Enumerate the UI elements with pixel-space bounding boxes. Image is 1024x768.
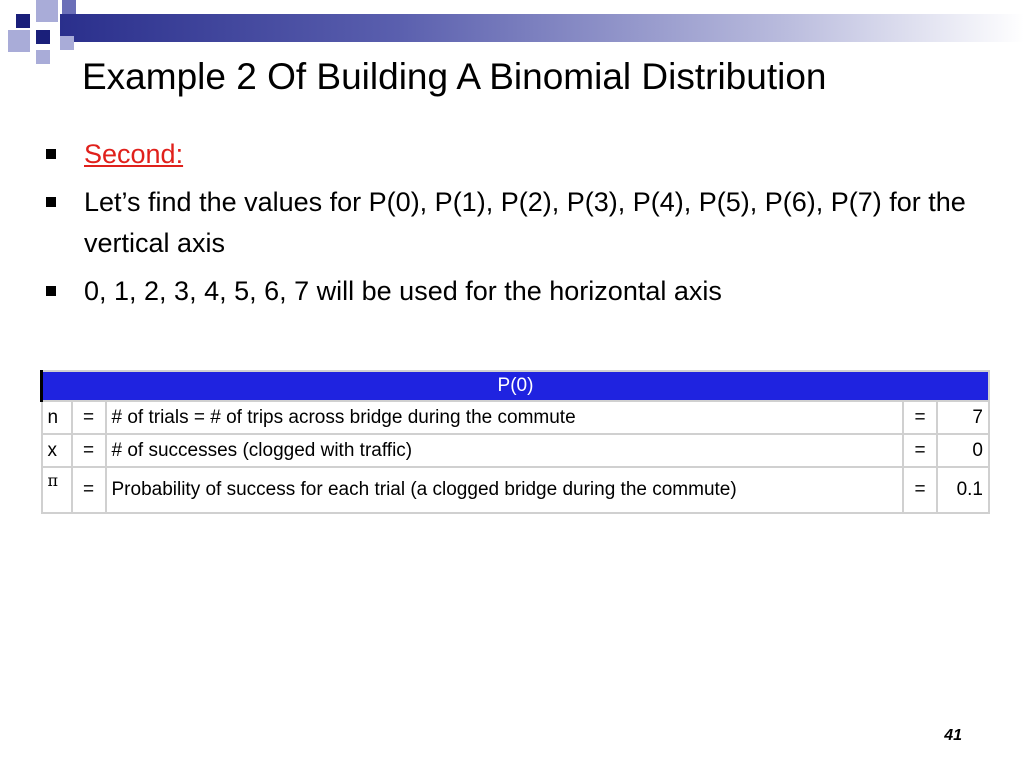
decorative-square <box>36 0 58 22</box>
decorative-gradient-bar <box>60 14 1024 42</box>
value-cell: 7 <box>937 401 989 434</box>
table-header-row <box>42 371 990 401</box>
decorative-square <box>8 30 30 52</box>
decorative-square <box>60 36 74 50</box>
description-cell: Probability of success for each trial (a clogged bridge during the commute) <box>106 467 904 513</box>
table-row <box>42 434 990 467</box>
description-cell: # of trials = # of trips across bridge during the commute <box>106 401 904 434</box>
value-cell: 0.1 <box>937 467 989 513</box>
equals-cell: = <box>903 467 937 513</box>
bullet-list <box>46 134 976 319</box>
decorative-square <box>36 30 50 44</box>
decorative-square <box>62 0 76 14</box>
bullet-text: 0, 1, 2, 3, 4, 5, 6, 7 will be used for the horizontal axis <box>84 276 722 306</box>
symbol-cell: n <box>42 401 72 434</box>
symbol-cell: x <box>42 434 72 467</box>
equals-cell: = <box>903 401 937 434</box>
page-number: 41 <box>944 727 962 744</box>
value-cell: 0 <box>937 434 989 467</box>
square-bullet-icon <box>46 149 56 159</box>
equals-cell: = <box>72 401 106 434</box>
bullet-text: Second: <box>84 139 184 169</box>
table-row <box>42 401 990 434</box>
parameter-table <box>40 370 990 514</box>
table-header: P(0) <box>42 371 990 401</box>
equals-cell: = <box>72 434 106 467</box>
equals-cell: = <box>903 434 937 467</box>
square-bullet-icon <box>46 197 56 207</box>
description-cell: # of successes (clogged with traffic) <box>106 434 904 467</box>
bullet-item <box>46 271 976 312</box>
equals-cell: = <box>72 467 106 513</box>
decorative-square <box>16 14 30 28</box>
slide-title: Example 2 Of Building A Binomial Distribution <box>82 56 827 97</box>
bullet-item <box>46 134 976 175</box>
bullet-item <box>46 182 976 264</box>
decorative-square <box>36 50 50 64</box>
bullet-text: Let’s find the values for P(0), P(1), P(2), P(3), P(4), P(5), P(6), P(7) for the vertical axis <box>84 187 966 258</box>
symbol-cell: π <box>42 467 72 513</box>
square-bullet-icon <box>46 286 56 296</box>
table-row <box>42 467 990 513</box>
